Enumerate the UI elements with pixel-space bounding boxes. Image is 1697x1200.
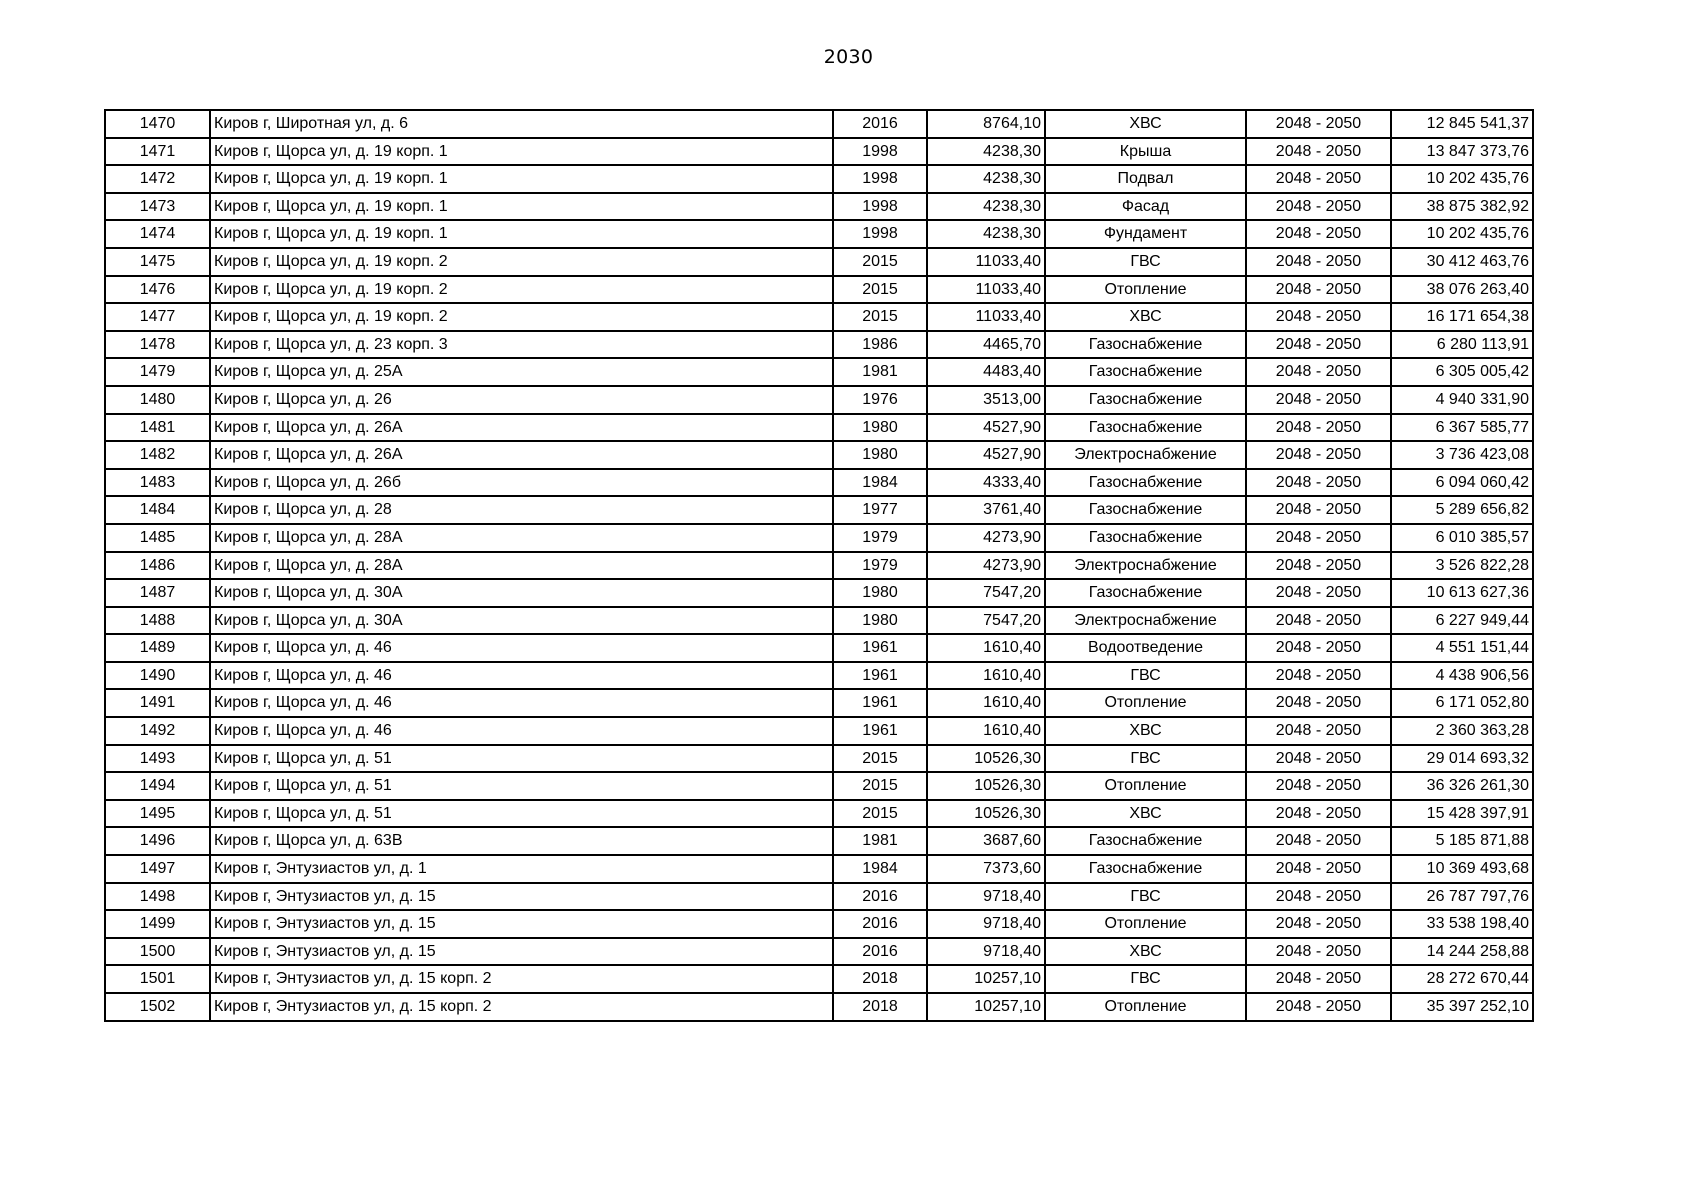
year-cell: 1981 (833, 358, 927, 386)
period-cell: 2048 - 2050 (1246, 855, 1391, 883)
year-cell: 1979 (833, 552, 927, 580)
address-cell: Киров г, Щорса ул, д. 19 корп. 2 (210, 303, 833, 331)
address-cell: Киров г, Щорса ул, д. 19 корп. 1 (210, 165, 833, 193)
cost-cell: 38 875 382,92 (1391, 193, 1533, 221)
address-cell: Киров г, Щорса ул, д. 25А (210, 358, 833, 386)
area-cell: 3761,40 (927, 496, 1045, 524)
period-cell: 2048 - 2050 (1246, 165, 1391, 193)
table-row (105, 579, 1533, 607)
work-type-cell: Электроснабжение (1045, 607, 1246, 635)
address-cell: Киров г, Щорса ул, д. 30А (210, 607, 833, 635)
address-cell: Киров г, Щорса ул, д. 46 (210, 662, 833, 690)
address-cell: Киров г, Энтузиастов ул, д. 15 (210, 910, 833, 938)
area-cell: 10257,10 (927, 993, 1045, 1021)
row-number-cell: 1482 (105, 441, 210, 469)
area-cell: 1610,40 (927, 689, 1045, 717)
table-row (105, 110, 1533, 138)
address-cell: Киров г, Щорса ул, д. 51 (210, 745, 833, 773)
table-row (105, 938, 1533, 966)
row-number-cell: 1499 (105, 910, 210, 938)
cost-cell: 5 185 871,88 (1391, 827, 1533, 855)
row-number-cell: 1477 (105, 303, 210, 331)
row-number-cell: 1493 (105, 745, 210, 773)
year-cell: 2018 (833, 993, 927, 1021)
cost-cell: 30 412 463,76 (1391, 248, 1533, 276)
table-row (105, 469, 1533, 497)
period-cell: 2048 - 2050 (1246, 800, 1391, 828)
year-cell: 1998 (833, 220, 927, 248)
address-cell: Киров г, Щорса ул, д. 23 корп. 3 (210, 331, 833, 359)
cost-cell: 5 289 656,82 (1391, 496, 1533, 524)
address-cell: Киров г, Щорса ул, д. 63В (210, 827, 833, 855)
address-cell: Киров г, Энтузиастов ул, д. 15 корп. 2 (210, 993, 833, 1021)
work-type-cell: Газоснабжение (1045, 386, 1246, 414)
period-cell: 2048 - 2050 (1246, 248, 1391, 276)
register-table-body (105, 110, 1533, 1021)
work-type-cell: Газоснабжение (1045, 414, 1246, 442)
area-cell: 4333,40 (927, 469, 1045, 497)
row-number-cell: 1476 (105, 276, 210, 304)
period-cell: 2048 - 2050 (1246, 938, 1391, 966)
page-number: 2030 (823, 46, 874, 68)
work-type-cell: ХВС (1045, 800, 1246, 828)
address-cell: Киров г, Щорса ул, д. 19 корп. 2 (210, 276, 833, 304)
period-cell: 2048 - 2050 (1246, 579, 1391, 607)
cost-cell: 6 094 060,42 (1391, 469, 1533, 497)
year-cell: 1980 (833, 441, 927, 469)
work-type-cell: ГВС (1045, 662, 1246, 690)
area-cell: 8764,10 (927, 110, 1045, 138)
year-cell: 1998 (833, 165, 927, 193)
period-cell: 2048 - 2050 (1246, 276, 1391, 304)
work-type-cell: Газоснабжение (1045, 331, 1246, 359)
address-cell: Киров г, Энтузиастов ул, д. 15 (210, 938, 833, 966)
table-row (105, 717, 1533, 745)
table-row (105, 496, 1533, 524)
work-type-cell: ХВС (1045, 303, 1246, 331)
address-cell: Киров г, Щорса ул, д. 28 (210, 496, 833, 524)
cost-cell: 10 613 627,36 (1391, 579, 1533, 607)
period-cell: 2048 - 2050 (1246, 469, 1391, 497)
table-row (105, 745, 1533, 773)
table-row (105, 276, 1533, 304)
row-number-cell: 1501 (105, 965, 210, 993)
work-type-cell: Газоснабжение (1045, 524, 1246, 552)
cost-cell: 6 305 005,42 (1391, 358, 1533, 386)
table-row (105, 883, 1533, 911)
row-number-cell: 1483 (105, 469, 210, 497)
address-cell: Киров г, Щорса ул, д. 26А (210, 441, 833, 469)
year-cell: 2016 (833, 910, 927, 938)
address-cell: Киров г, Щорса ул, д. 28А (210, 552, 833, 580)
year-cell: 2015 (833, 772, 927, 800)
work-type-cell: Газоснабжение (1045, 469, 1246, 497)
area-cell: 4273,90 (927, 524, 1045, 552)
table-row (105, 441, 1533, 469)
row-number-cell: 1495 (105, 800, 210, 828)
year-cell: 1961 (833, 717, 927, 745)
row-number-cell: 1481 (105, 414, 210, 442)
work-type-cell: Газоснабжение (1045, 827, 1246, 855)
period-cell: 2048 - 2050 (1246, 772, 1391, 800)
table-row (105, 607, 1533, 635)
period-cell: 2048 - 2050 (1246, 524, 1391, 552)
area-cell: 10526,30 (927, 772, 1045, 800)
address-cell: Киров г, Энтузиастов ул, д. 15 корп. 2 (210, 965, 833, 993)
table-row (105, 855, 1533, 883)
work-type-cell: ХВС (1045, 938, 1246, 966)
row-number-cell: 1487 (105, 579, 210, 607)
period-cell: 2048 - 2050 (1246, 358, 1391, 386)
area-cell: 1610,40 (927, 634, 1045, 662)
period-cell: 2048 - 2050 (1246, 689, 1391, 717)
work-type-cell: Газоснабжение (1045, 496, 1246, 524)
area-cell: 4238,30 (927, 220, 1045, 248)
row-number-cell: 1492 (105, 717, 210, 745)
cost-cell: 4 940 331,90 (1391, 386, 1533, 414)
period-cell: 2048 - 2050 (1246, 634, 1391, 662)
row-number-cell: 1502 (105, 993, 210, 1021)
table-row (105, 331, 1533, 359)
cost-cell: 12 845 541,37 (1391, 110, 1533, 138)
period-cell: 2048 - 2050 (1246, 331, 1391, 359)
cost-cell: 3 736 423,08 (1391, 441, 1533, 469)
table-row (105, 965, 1533, 993)
area-cell: 1610,40 (927, 662, 1045, 690)
table-row (105, 524, 1533, 552)
area-cell: 3687,60 (927, 827, 1045, 855)
table-row (105, 386, 1533, 414)
area-cell: 4465,70 (927, 331, 1045, 359)
period-cell: 2048 - 2050 (1246, 965, 1391, 993)
row-number-cell: 1488 (105, 607, 210, 635)
cost-cell: 38 076 263,40 (1391, 276, 1533, 304)
period-cell: 2048 - 2050 (1246, 441, 1391, 469)
year-cell: 1961 (833, 689, 927, 717)
work-type-cell: Газоснабжение (1045, 579, 1246, 607)
area-cell: 10257,10 (927, 965, 1045, 993)
period-cell: 2048 - 2050 (1246, 883, 1391, 911)
work-type-cell: ГВС (1045, 965, 1246, 993)
year-cell: 1980 (833, 607, 927, 635)
table-row (105, 662, 1533, 690)
year-cell: 2015 (833, 276, 927, 304)
cost-cell: 36 326 261,30 (1391, 772, 1533, 800)
work-type-cell: Отопление (1045, 910, 1246, 938)
table-row (105, 772, 1533, 800)
address-cell: Киров г, Щорса ул, д. 51 (210, 772, 833, 800)
cost-cell: 10 202 435,76 (1391, 220, 1533, 248)
area-cell: 4238,30 (927, 138, 1045, 166)
table-row (105, 552, 1533, 580)
row-number-cell: 1497 (105, 855, 210, 883)
year-cell: 2018 (833, 965, 927, 993)
table-row (105, 910, 1533, 938)
work-type-cell: Крыша (1045, 138, 1246, 166)
work-type-cell: ГВС (1045, 883, 1246, 911)
work-type-cell: Отопление (1045, 993, 1246, 1021)
work-type-cell: Отопление (1045, 772, 1246, 800)
cost-cell: 3 526 822,28 (1391, 552, 1533, 580)
year-cell: 2015 (833, 800, 927, 828)
address-cell: Киров г, Щорса ул, д. 28А (210, 524, 833, 552)
row-number-cell: 1486 (105, 552, 210, 580)
year-cell: 1998 (833, 138, 927, 166)
area-cell: 1610,40 (927, 717, 1045, 745)
cost-cell: 6 010 385,57 (1391, 524, 1533, 552)
area-cell: 10526,30 (927, 800, 1045, 828)
work-type-cell: ГВС (1045, 248, 1246, 276)
address-cell: Киров г, Щорса ул, д. 19 корп. 2 (210, 248, 833, 276)
table-row (105, 414, 1533, 442)
address-cell: Киров г, Энтузиастов ул, д. 15 (210, 883, 833, 911)
year-cell: 1986 (833, 331, 927, 359)
work-type-cell: ХВС (1045, 110, 1246, 138)
work-type-cell: Электроснабжение (1045, 552, 1246, 580)
area-cell: 7547,20 (927, 607, 1045, 635)
cost-cell: 16 171 654,38 (1391, 303, 1533, 331)
area-cell: 10526,30 (927, 745, 1045, 773)
table-row (105, 248, 1533, 276)
cost-cell: 6 171 052,80 (1391, 689, 1533, 717)
table-row (105, 634, 1533, 662)
work-type-cell: ГВС (1045, 745, 1246, 773)
row-number-cell: 1491 (105, 689, 210, 717)
area-cell: 9718,40 (927, 938, 1045, 966)
year-cell: 1998 (833, 193, 927, 221)
work-type-cell: Отопление (1045, 689, 1246, 717)
work-type-cell: Водоотведение (1045, 634, 1246, 662)
period-cell: 2048 - 2050 (1246, 552, 1391, 580)
period-cell: 2048 - 2050 (1246, 496, 1391, 524)
year-cell: 1976 (833, 386, 927, 414)
work-type-cell: Фасад (1045, 193, 1246, 221)
year-cell: 1961 (833, 662, 927, 690)
row-number-cell: 1472 (105, 165, 210, 193)
area-cell: 4483,40 (927, 358, 1045, 386)
address-cell: Киров г, Щорса ул, д. 46 (210, 689, 833, 717)
row-number-cell: 1471 (105, 138, 210, 166)
row-number-cell: 1475 (105, 248, 210, 276)
cost-cell: 29 014 693,32 (1391, 745, 1533, 773)
year-cell: 2015 (833, 745, 927, 773)
row-number-cell: 1498 (105, 883, 210, 911)
area-cell: 7373,60 (927, 855, 1045, 883)
row-number-cell: 1489 (105, 634, 210, 662)
cost-cell: 14 244 258,88 (1391, 938, 1533, 966)
cost-cell: 6 280 113,91 (1391, 331, 1533, 359)
year-cell: 1984 (833, 469, 927, 497)
cost-cell: 28 272 670,44 (1391, 965, 1533, 993)
area-cell: 11033,40 (927, 276, 1045, 304)
year-cell: 2016 (833, 883, 927, 911)
period-cell: 2048 - 2050 (1246, 386, 1391, 414)
cost-cell: 26 787 797,76 (1391, 883, 1533, 911)
period-cell: 2048 - 2050 (1246, 220, 1391, 248)
row-number-cell: 1496 (105, 827, 210, 855)
year-cell: 1979 (833, 524, 927, 552)
row-number-cell: 1480 (105, 386, 210, 414)
cost-cell: 35 397 252,10 (1391, 993, 1533, 1021)
work-type-cell: Отопление (1045, 276, 1246, 304)
period-cell: 2048 - 2050 (1246, 993, 1391, 1021)
work-type-cell: Электроснабжение (1045, 441, 1246, 469)
address-cell: Киров г, Щорса ул, д. 19 корп. 1 (210, 193, 833, 221)
period-cell: 2048 - 2050 (1246, 138, 1391, 166)
address-cell: Киров г, Щорса ул, д. 26А (210, 414, 833, 442)
period-cell: 2048 - 2050 (1246, 607, 1391, 635)
table-row (105, 800, 1533, 828)
row-number-cell: 1473 (105, 193, 210, 221)
cost-cell: 4 438 906,56 (1391, 662, 1533, 690)
period-cell: 2048 - 2050 (1246, 303, 1391, 331)
work-type-cell: Газоснабжение (1045, 855, 1246, 883)
period-cell: 2048 - 2050 (1246, 110, 1391, 138)
year-cell: 2016 (833, 110, 927, 138)
address-cell: Киров г, Широтная ул, д. 6 (210, 110, 833, 138)
row-number-cell: 1494 (105, 772, 210, 800)
table-row (105, 138, 1533, 166)
area-cell: 11033,40 (927, 248, 1045, 276)
area-cell: 4527,90 (927, 441, 1045, 469)
table-row (105, 193, 1533, 221)
period-cell: 2048 - 2050 (1246, 662, 1391, 690)
period-cell: 2048 - 2050 (1246, 414, 1391, 442)
year-cell: 2016 (833, 938, 927, 966)
area-cell: 9718,40 (927, 883, 1045, 911)
area-cell: 7547,20 (927, 579, 1045, 607)
period-cell: 2048 - 2050 (1246, 910, 1391, 938)
cost-cell: 2 360 363,28 (1391, 717, 1533, 745)
row-number-cell: 1485 (105, 524, 210, 552)
area-cell: 4238,30 (927, 165, 1045, 193)
address-cell: Киров г, Щорса ул, д. 46 (210, 634, 833, 662)
area-cell: 3513,00 (927, 386, 1045, 414)
cost-cell: 33 538 198,40 (1391, 910, 1533, 938)
row-number-cell: 1478 (105, 331, 210, 359)
work-type-cell: Подвал (1045, 165, 1246, 193)
year-cell: 2015 (833, 248, 927, 276)
register-table (104, 109, 1534, 1022)
year-cell: 1981 (833, 827, 927, 855)
work-type-cell: Фундамент (1045, 220, 1246, 248)
cost-cell: 13 847 373,76 (1391, 138, 1533, 166)
cost-cell: 10 369 493,68 (1391, 855, 1533, 883)
row-number-cell: 1470 (105, 110, 210, 138)
period-cell: 2048 - 2050 (1246, 717, 1391, 745)
cost-cell: 15 428 397,91 (1391, 800, 1533, 828)
year-cell: 1977 (833, 496, 927, 524)
work-type-cell: ХВС (1045, 717, 1246, 745)
table-row (105, 165, 1533, 193)
area-cell: 9718,40 (927, 910, 1045, 938)
address-cell: Киров г, Энтузиастов ул, д. 1 (210, 855, 833, 883)
row-number-cell: 1500 (105, 938, 210, 966)
address-cell: Киров г, Щорса ул, д. 51 (210, 800, 833, 828)
period-cell: 2048 - 2050 (1246, 193, 1391, 221)
cost-cell: 10 202 435,76 (1391, 165, 1533, 193)
address-cell: Киров г, Щорса ул, д. 19 корп. 1 (210, 138, 833, 166)
table-row (105, 689, 1533, 717)
area-cell: 4527,90 (927, 414, 1045, 442)
period-cell: 2048 - 2050 (1246, 745, 1391, 773)
table-row (105, 993, 1533, 1021)
year-cell: 2015 (833, 303, 927, 331)
table-row (105, 303, 1533, 331)
row-number-cell: 1490 (105, 662, 210, 690)
cost-cell: 4 551 151,44 (1391, 634, 1533, 662)
table-row (105, 220, 1533, 248)
row-number-cell: 1474 (105, 220, 210, 248)
year-cell: 1961 (833, 634, 927, 662)
row-number-cell: 1479 (105, 358, 210, 386)
table-row (105, 358, 1533, 386)
area-cell: 4238,30 (927, 193, 1045, 221)
area-cell: 11033,40 (927, 303, 1045, 331)
work-type-cell: Газоснабжение (1045, 358, 1246, 386)
address-cell: Киров г, Щорса ул, д. 26 (210, 386, 833, 414)
table-row (105, 827, 1533, 855)
cost-cell: 6 367 585,77 (1391, 414, 1533, 442)
period-cell: 2048 - 2050 (1246, 827, 1391, 855)
year-cell: 1980 (833, 414, 927, 442)
address-cell: Киров г, Щорса ул, д. 46 (210, 717, 833, 745)
row-number-cell: 1484 (105, 496, 210, 524)
cost-cell: 6 227 949,44 (1391, 607, 1533, 635)
area-cell: 4273,90 (927, 552, 1045, 580)
address-cell: Киров г, Щорса ул, д. 26б (210, 469, 833, 497)
year-cell: 1984 (833, 855, 927, 883)
year-cell: 1980 (833, 579, 927, 607)
address-cell: Киров г, Щорса ул, д. 30А (210, 579, 833, 607)
address-cell: Киров г, Щорса ул, д. 19 корп. 1 (210, 220, 833, 248)
